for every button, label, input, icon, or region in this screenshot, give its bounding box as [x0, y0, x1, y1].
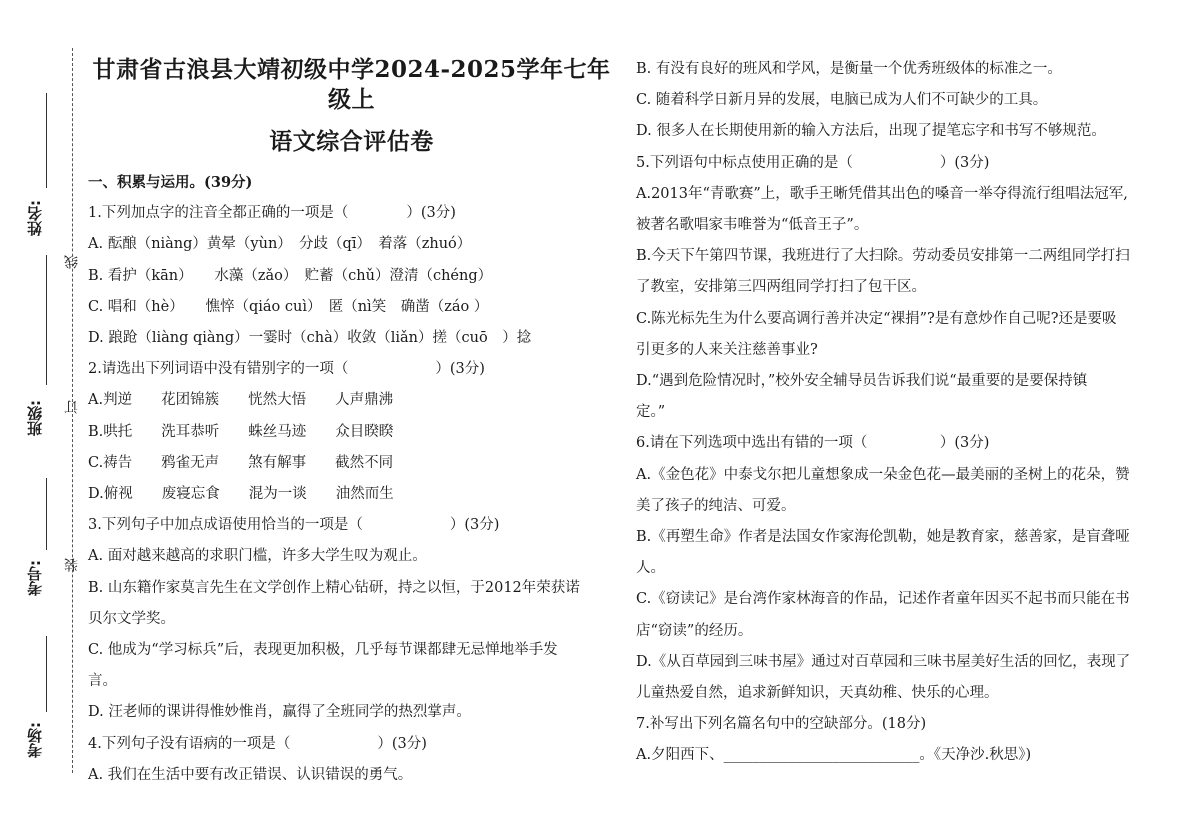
text-line: B. 山东籍作家莫言先生在文学创作上精心钻研，持之以恒，于2012年荣获诺 — [88, 579, 580, 596]
text-line: 4.下列句子没有语病的一项是（ ）(3分) — [88, 735, 427, 752]
text-line: 贝尔文学奖。 — [88, 610, 175, 627]
text-line: C.陈光标先生为什么要高调行善并决定“裸捐”?是有意炒作自己呢?还是要吸 — [636, 310, 1117, 327]
text-line: C. 他成为“学习标兵”后，表现更加积极，几乎每节课都肆无忌惮地举手发 — [88, 642, 558, 659]
text-line: 言。 — [88, 673, 117, 690]
name-label: 姓名: — [26, 200, 44, 236]
number-blank — [46, 478, 47, 550]
text-line: B. 看护（kān） 水藻（zǎo） 贮蓄（chǔ）澄清（chéng） — [88, 267, 493, 284]
binding-mark-xian: 线 — [64, 255, 80, 269]
text-line: C. 随着科学日新月异的发展，电脑已成为人们不可缺少的工具。 — [636, 92, 1048, 109]
right-column — [636, 0, 1160, 772]
class-label: 班级: — [26, 400, 44, 436]
text-line: 儿童热爱自然，追求新鲜知识，天真幼稚、快乐的心理。 — [636, 685, 999, 702]
text-line: 店“窃读”的经历。 — [636, 622, 753, 639]
text-line: B.哄托 洗耳恭听 蛛丝马迹 众目睽睽 — [88, 423, 394, 440]
text-line: 1.下列加点字的注音全都正确的一项是（ ）(3分) — [88, 205, 456, 222]
room-blank — [46, 636, 47, 712]
class-blank — [46, 255, 47, 385]
number-label: 考号: — [26, 560, 44, 596]
page-title-line1: 甘肃省古浪县大靖初级中学2024-2025学年七年级上 — [92, 56, 611, 113]
text-line: A.夕阳西下、___________________________。《天净沙.秋思》) — [636, 747, 1032, 764]
left-column — [88, 0, 615, 791]
text-line: A. 我们在生活中要有改正错误、认识错误的勇气。 — [88, 766, 413, 783]
text-line: 了教室，安排第三四两组同学打扫了包干区。 — [636, 279, 926, 296]
text-line: D.《从百草园到三味书屋》通过对百草园和三味书屋美好生活的回忆，表现了 — [636, 653, 1131, 670]
text-line: 5.下列语句中标点使用正确的是（ ）(3分) — [636, 154, 990, 171]
text-line: 人。 — [636, 560, 665, 577]
text-line: 引更多的人来关注慈善事业? — [636, 341, 818, 358]
room-label: 考场: — [26, 722, 44, 758]
text-line: 3.下列句子中加点成语使用恰当的一项是（ ）(3分) — [88, 517, 500, 534]
text-line: 2.请选出下列词语中没有错别字的一项（ ）(3分) — [88, 361, 485, 378]
text-line: D. 汪老师的课讲得惟妙惟肖，赢得了全班同学的热烈掌声。 — [88, 704, 471, 721]
name-blank — [46, 93, 47, 188]
binding-margin — [0, 0, 80, 831]
text-line: A.2013年“青歌赛”上，歌手王晰凭借其出色的嗓音一举夺得流行组唱法冠军, — [636, 185, 1128, 202]
text-line: D. 很多人在长期使用新的输入方法后，出现了提笔忘字和书写不够规范。 — [636, 123, 1106, 140]
binding-mark-zhuang: 装 — [64, 558, 80, 572]
text-line: A.《金色花》中泰戈尔把儿童想象成一朵金色花—最美丽的圣树上的花朵，赞 — [636, 466, 1130, 483]
section-heading: 一、积累与运用。(39分) — [88, 174, 253, 191]
text-line: C. 唱和（hè） 憔悴（qiáo cuì） 匿（nì笑 确凿（záo ） — [88, 298, 489, 315]
text-line: 定。” — [636, 404, 666, 421]
binding-mark-ding: 订 — [64, 400, 80, 414]
text-line: C.《窃读记》是台湾作家林海音的作品，记述作者童年因买不起书而只能在书 — [636, 591, 1130, 608]
text-line: B.《再塑生命》作者是法国女作家海伦凯勒，她是教育家，慈善家，是盲聋哑 — [636, 529, 1130, 546]
text-line: B.今天下午第四节课，我班进行了大扫除。劳动委员安排第一二两组同学打扫 — [636, 248, 1130, 265]
text-line: A.判逆 花团锦簇 恍然大悟 人声鼎沸 — [88, 392, 394, 409]
text-line: A. 酝酿（niàng）黄晕（yùn） 分歧（qī） 着落（zhuó） — [88, 236, 472, 253]
text-line: D.俯视 废寝忘食 混为一谈 油然而生 — [88, 486, 394, 503]
text-line: 被著名歌唱家韦唯誉为“低音王子”。 — [636, 217, 869, 234]
text-line: 6.请在下列选项中选出有错的一项（ ）(3分) — [636, 435, 990, 452]
text-line: 7.补写出下列名篇名句中的空缺部分。(18分) — [636, 716, 927, 733]
text-line: A. 面对越来越高的求职门槛，许多大学生叹为观止。 — [88, 548, 427, 565]
text-line: C.祷告 鸦雀无声 煞有解事 截然不同 — [88, 454, 394, 471]
text-line: B. 有没有良好的班风和学风，是衡量一个优秀班级体的标准之一。 — [636, 61, 1062, 77]
text-line: D. 踉跄（liàng qiàng）一霎时（chà）收敛（liǎn）搓（cuō ）捻 — [88, 330, 532, 347]
page-title-line2: 语文综合评估卷 — [269, 128, 434, 155]
text-line: 美了孩子的纯洁、可爱。 — [636, 497, 796, 514]
text-line: D.“遇到危险情况时，”校外安全辅导员告诉我们说“最重要的是要保持镇 — [636, 373, 1088, 390]
